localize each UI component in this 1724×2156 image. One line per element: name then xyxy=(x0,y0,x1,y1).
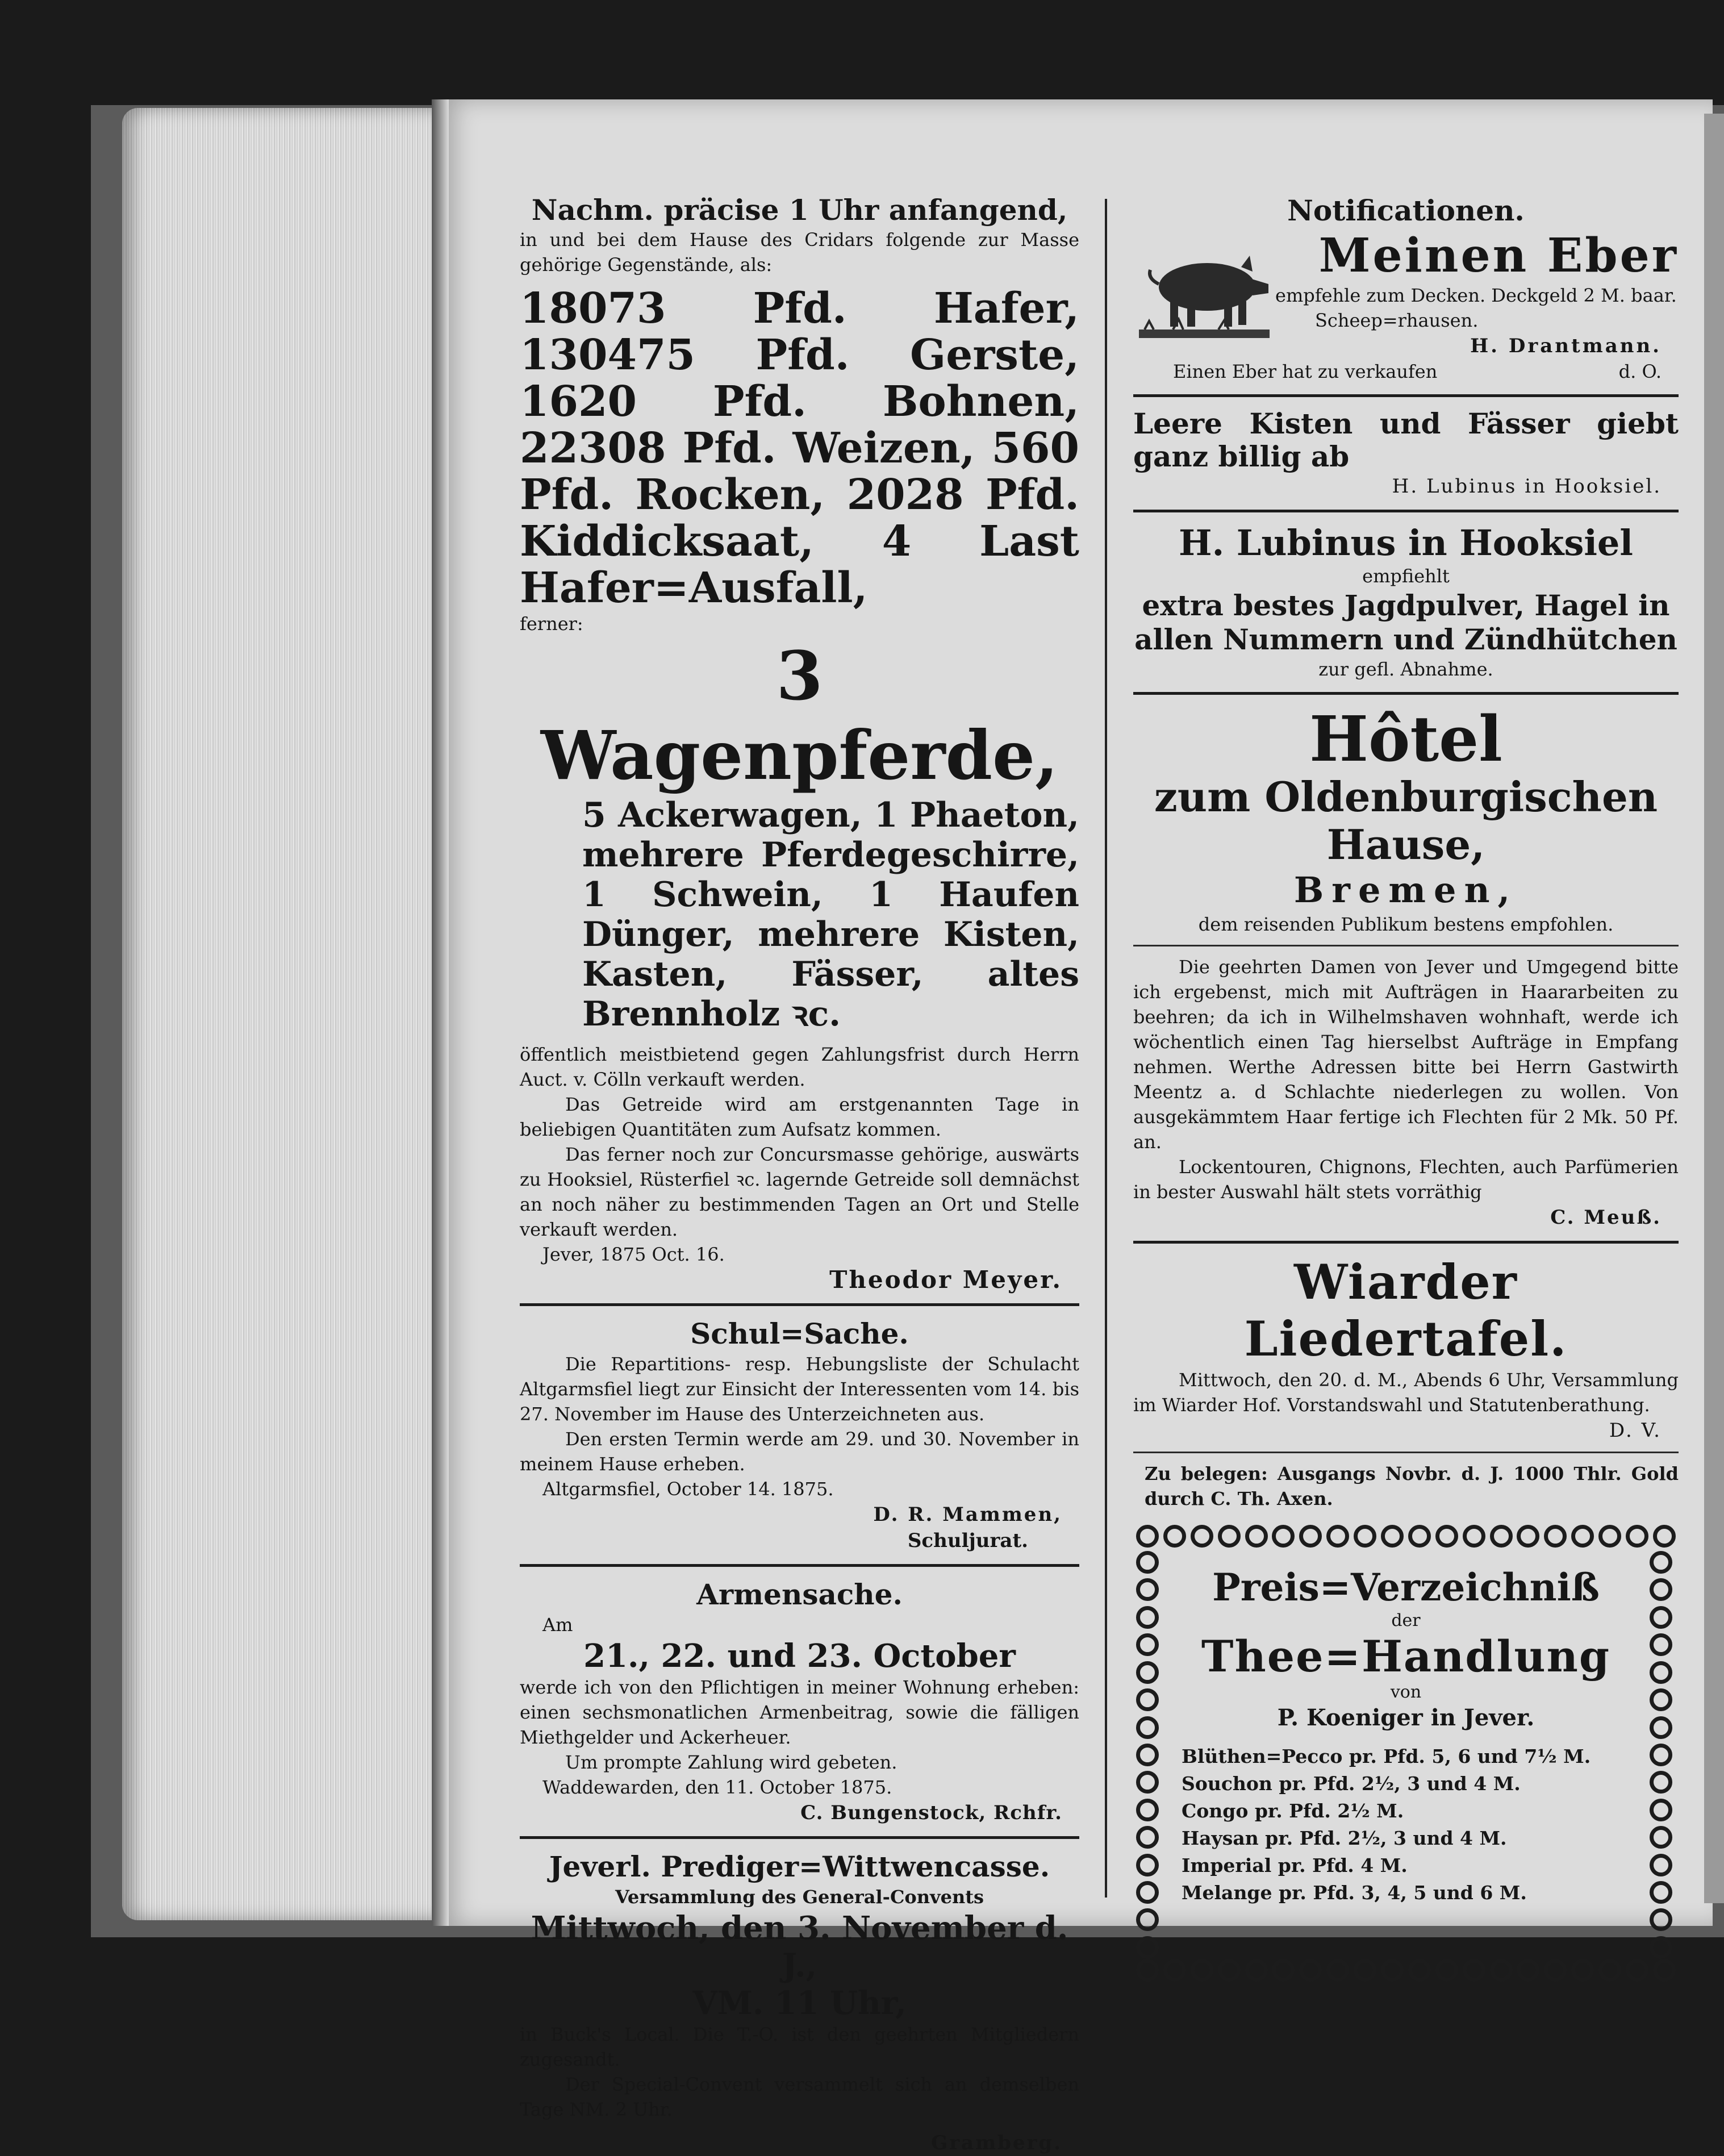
ring-border-bottom xyxy=(1136,1959,1676,1985)
belegen-notice xyxy=(1133,1461,1679,1511)
border-ring xyxy=(1136,1661,1159,1684)
border-ring xyxy=(1650,1826,1672,1849)
border-ring xyxy=(1136,1826,1159,1849)
border-ring xyxy=(1299,1525,1322,1548)
divider-rule xyxy=(520,1303,1079,1306)
ring-border-top xyxy=(1136,1525,1676,1551)
border-ring xyxy=(1136,1771,1159,1794)
border-ring xyxy=(1245,1959,1268,1982)
border-ring xyxy=(1435,1959,1458,1982)
border-ring xyxy=(1272,1525,1295,1548)
price-item: Blüthen=Pecco pr. Pfd. 5, 6 und 7½ M. xyxy=(1182,1745,1591,1767)
border-ring xyxy=(1191,1525,1213,1548)
border-ring xyxy=(1136,1908,1159,1931)
divider-rule xyxy=(1133,510,1679,512)
border-ring xyxy=(1163,1959,1186,1982)
border-ring xyxy=(1435,1525,1458,1548)
armen-p1: werde ich von den Pflichtigen in meiner Wohnung erheben: einen sechsmonatlichen Armenbeitrag, sowie die fälligen Miethgelder und Ackerheuer. xyxy=(520,1677,1079,1748)
divider-rule xyxy=(1133,945,1679,946)
border-ring xyxy=(1218,1959,1241,1982)
border-ring xyxy=(1650,1606,1672,1629)
schul-signature: D. R. Mammen, xyxy=(873,1503,1062,1526)
wiarder-text: Mittwoch, den 20. d. M., Abends 6 Uhr, Versammlung im Wiarder Hof. Vorstandswahl und Statutenberathung. xyxy=(1133,1369,1679,1416)
schul-p2: Den ersten Termin werde am 29. und 30. November in meinem Hause erheben. xyxy=(520,1428,1079,1475)
border-ring xyxy=(1653,1525,1676,1548)
border-ring xyxy=(1136,1799,1159,1821)
armen-signature: C. Bungenstock, Rchfr. xyxy=(800,1801,1062,1824)
border-ring xyxy=(1136,1525,1159,1548)
border-ring xyxy=(1650,1688,1672,1711)
gutter-shadow xyxy=(432,99,449,1926)
armen-title: Armensache. xyxy=(696,1578,903,1611)
hair-signature: C. Meuß. xyxy=(1550,1206,1662,1229)
border-ring xyxy=(1136,1688,1159,1711)
price-items xyxy=(1176,1743,1636,1907)
schul-p1: Die Repartitions- resp. Hebungsliste der Schulacht Altgarmsfiel liegt zur Einsicht der Interessenten vom 14. bis 27. November im Hause des Unterzeichneten aus. xyxy=(520,1353,1079,1425)
wiarder-notice xyxy=(1133,1254,1679,1444)
border-ring xyxy=(1354,1959,1376,1982)
border-ring xyxy=(1136,1633,1159,1656)
border-ring xyxy=(1517,1525,1539,1548)
schul-title: Schul=Sache. xyxy=(690,1317,909,1350)
prediger-notice xyxy=(520,1849,1079,2156)
border-ring xyxy=(1650,1551,1672,1574)
border-ring xyxy=(1463,1525,1485,1548)
price-von: von xyxy=(1390,1682,1422,1702)
eber-place: Scheep=rhausen. xyxy=(1315,310,1479,331)
schul-dateline: Altgarmsfiel, October 14. 1875. xyxy=(542,1478,834,1500)
armen-p2: Um prompte Zahlung wird gebeten. xyxy=(565,1752,898,1773)
hotel-title: Hôtel xyxy=(1309,702,1502,775)
border-ring xyxy=(1650,1854,1672,1876)
prediger-sub: Versammlung des General-Convents xyxy=(615,1886,984,1908)
border-ring xyxy=(1136,1716,1159,1739)
schul-notice xyxy=(520,1316,1079,1554)
price-item: Congo pr. Pfd. 2½ M. xyxy=(1182,1800,1404,1822)
hotel-notice xyxy=(1133,702,1679,937)
border-ring xyxy=(1136,1744,1159,1766)
border-ring xyxy=(1136,1959,1159,1982)
prediger-when1: Mittwoch, den 3. November d. J., xyxy=(531,1909,1068,1984)
border-ring xyxy=(1191,1959,1213,1982)
border-ring xyxy=(1136,1881,1159,1904)
hotel-city: Bremen, xyxy=(1293,869,1518,911)
prediger-title: Jeverl. Prediger=Wittwencasse. xyxy=(549,1850,1050,1883)
border-ring xyxy=(1544,1959,1567,1982)
armen-dates: 21., 22. und 23. October xyxy=(583,1637,1016,1675)
border-ring xyxy=(1544,1525,1567,1548)
border-ring xyxy=(1463,1959,1485,1982)
armen-am: Am xyxy=(542,1614,573,1636)
pig-icon xyxy=(1139,244,1270,341)
price-item: Imperial pr. Pfd. 4 M. xyxy=(1182,1854,1408,1876)
notif-heading: Notificationen. xyxy=(1287,194,1525,227)
prediger-p1: in Buck's Local. Die T.-O. ist den geehrten Mitgliedern zugesandt. xyxy=(520,2024,1079,2070)
border-ring xyxy=(1598,1959,1621,1982)
kisten-signature: H. Lubinus in Hooksiel. xyxy=(1392,475,1662,498)
divider-rule xyxy=(1133,1241,1679,1244)
border-ring xyxy=(1408,1525,1431,1548)
border-ring xyxy=(1136,1578,1159,1601)
wiarder-title: Wiarder Liedertafel. xyxy=(1244,1254,1568,1367)
auction-signature: Theodor Meyer. xyxy=(829,1266,1062,1294)
border-ring xyxy=(1650,1578,1672,1601)
price-firm-type: Thee=Handlung xyxy=(1201,1631,1611,1682)
kisten-notice xyxy=(1133,407,1679,499)
border-ring xyxy=(1136,1606,1159,1629)
border-ring xyxy=(1299,1959,1322,1982)
border-ring xyxy=(1490,1525,1513,1548)
border-ring xyxy=(1650,1799,1672,1821)
border-ring xyxy=(1354,1525,1376,1548)
border-ring xyxy=(1650,1744,1672,1766)
border-ring xyxy=(1598,1525,1621,1548)
border-ring xyxy=(1650,1881,1672,1904)
eber-signature: H. Drantmann. xyxy=(1470,335,1662,357)
border-ring xyxy=(1136,1551,1159,1574)
auction-ferner: ferner: xyxy=(520,613,583,635)
border-ring xyxy=(1650,1771,1672,1794)
price-list-box xyxy=(1136,1525,1676,1985)
prediger-p2: Der Special-Convent versammelt sich an demselben Tage NM. 2 Uhr. xyxy=(520,2074,1079,2120)
border-ring xyxy=(1408,1959,1431,1982)
schul-role: Schuljurat. xyxy=(907,1529,1028,1552)
border-ring xyxy=(1571,1959,1594,1982)
eber-title: Meinen Eber xyxy=(1318,228,1679,283)
border-ring xyxy=(1326,1959,1349,1982)
auction-horses: 3 Wagenpferde, xyxy=(540,636,1059,795)
eber-text: empfehle zum Decken. Deckgeld 2 M. baar. xyxy=(1275,285,1677,306)
divider-rule xyxy=(1133,394,1679,397)
auction-goods: 18073 Pfd. Hafer, 130475 Pfd. Gerste, 1620 Pfd. Bohnen, 22308 Pfd. Weizen, 560 Pfd. Rocken, 2028 Pfd. Kiddicksaat, 4 Last Hafer=Ausfall, xyxy=(520,284,1079,612)
divider-rule xyxy=(1133,1452,1679,1453)
auction-lead: Nachm. präcise 1 Uhr anfangend, xyxy=(531,193,1068,227)
eber-sale xyxy=(1133,359,1679,384)
price-title: Preis=Verzeichniß xyxy=(1212,1565,1600,1609)
lubinus-title: H. Lubinus in Hooksiel xyxy=(1179,522,1633,564)
border-ring xyxy=(1490,1959,1513,1982)
right-column xyxy=(1133,193,1679,1985)
eber-sale-sign: d. O. xyxy=(1618,361,1662,382)
price-firm: P. Koeniger in Jever. xyxy=(1277,1704,1535,1731)
prediger-when2: VM. 11 Uhr, xyxy=(692,1984,907,2022)
armen-notice xyxy=(520,1577,1079,1826)
border-ring xyxy=(1381,1959,1404,1982)
price-item: Melange pr. Pfd. 3, 4, 5 und 6 M. xyxy=(1182,1882,1527,1904)
border-ring xyxy=(1650,1908,1672,1931)
auction-p3: Das ferner noch zur Concursmasse gehörige, auswärts zu Hooksiel, Rüsterfiel ꝛc. lagernde Getreide soll demnächst an noch näher zu bestimmenden Tagen an Ort und Stelle verkauft werden. xyxy=(520,1144,1079,1240)
auction-notice xyxy=(520,193,1079,1293)
border-ring xyxy=(1626,1959,1648,1982)
border-ring xyxy=(1381,1525,1404,1548)
border-ring xyxy=(1163,1525,1186,1548)
border-ring xyxy=(1517,1959,1539,1982)
price-item: Haysan pr. Pfd. 2½, 3 und 4 M. xyxy=(1182,1827,1507,1849)
border-ring xyxy=(1272,1959,1295,1982)
border-ring xyxy=(1218,1525,1241,1548)
border-ring xyxy=(1136,1936,1159,1959)
ring-border-right xyxy=(1650,1551,1676,1959)
border-ring xyxy=(1650,1633,1672,1656)
armen-dateline: Waddewarden, den 11. October 1875. xyxy=(542,1776,892,1798)
hotel-note: dem reisenden Publikum bestens empfohlen. xyxy=(1198,914,1614,935)
auction-items: 5 Ackerwagen, 1 Phaeton, mehrere Pferdegeschirre, 1 Schwein, 1 Haufen Dünger, mehrere Kisten, Kasten, Fässer, altes Brennholz ꝛc. xyxy=(582,795,1079,1034)
lubinus-text: extra bestes Jagdpulver, Hagel in allen Nummern und Zündhütchen xyxy=(1134,589,1677,656)
hair-notice xyxy=(1133,954,1679,1231)
border-ring xyxy=(1650,1661,1672,1684)
divider-rule xyxy=(1133,692,1679,695)
price-list-content xyxy=(1176,1565,1636,1945)
border-ring xyxy=(1326,1525,1349,1548)
border-ring xyxy=(1653,1959,1676,1982)
eber-notice xyxy=(1133,193,1679,384)
lubinus-notice xyxy=(1133,523,1679,682)
wiarder-signature: D. V. xyxy=(1609,1419,1662,1442)
auction-p1: öffentlich meistbietend gegen Zahlungsfrist durch Herrn Auct. v. Cölln verkauft werden. xyxy=(520,1044,1079,1090)
border-ring xyxy=(1650,1936,1672,1959)
border-ring xyxy=(1245,1525,1268,1548)
auction-p2: Das Getreide wird am erstgenannten Tage in beliebigen Quantitäten zum Aufsatz kommen. xyxy=(520,1094,1079,1140)
kisten-text: Leere Kisten und Fässer giebt ganz billig ab xyxy=(1133,407,1679,473)
lubinus-empfiehlt: empfiehlt xyxy=(1362,565,1450,587)
hotel-sub: zum Oldenburgischen Hause, xyxy=(1154,773,1658,869)
price-item: Souchon pr. Pfd. 2½, 3 und 4 M. xyxy=(1182,1773,1521,1795)
prediger-signature: Gramberg. xyxy=(931,2132,1062,2154)
eber-sale-text: Einen Eber hat zu verkaufen xyxy=(1173,361,1438,382)
divider-rule xyxy=(520,1836,1079,1839)
border-ring xyxy=(1626,1525,1648,1548)
belegen-text: Zu belegen: Ausgangs Novbr. d. J. 1000 Thlr. Gold durch C. Th. Axen. xyxy=(1145,1463,1679,1509)
hair-p1: Die geehrten Damen von Jever und Umgegend bitte ich ergebenst, mich mit Aufträgen in Haararbeiten zu beehren; da ich in Wilhelmshaven wohnhaft, werde ich wöchentlich einen Tag hierselbst Aufträge in Empfang nehmen. Werthe Adressen bitte bei Herrn Gastwirth Meentz a. d Schlachte niederlegen zu wollen. Von ausgekämmtem Haar fertige ich Flechten für 2 Mk. 50 Pf. an. xyxy=(1133,956,1679,1153)
price-der: der xyxy=(1391,1611,1421,1630)
column-divider xyxy=(1105,199,1107,1898)
border-ring xyxy=(1136,1854,1159,1876)
auction-intro: in und bei dem Hause des Cridars folgende zur Masse gehörige Gegenstände, als: xyxy=(520,229,1079,276)
border-ring xyxy=(1650,1716,1672,1739)
lubinus-close: zur gefl. Abnahme. xyxy=(1318,658,1493,680)
divider-rule xyxy=(520,1564,1079,1567)
auction-dateline: Jever, 1875 Oct. 16. xyxy=(542,1244,725,1265)
page-edges xyxy=(122,108,440,1920)
next-page-edge xyxy=(1704,114,1724,1903)
hair-p2: Lockentouren, Chignons, Flechten, auch Parfümerien in bester Auswahl hält stets vorräthig xyxy=(1133,1156,1679,1203)
ring-border-left xyxy=(1136,1551,1162,1959)
left-column xyxy=(520,193,1079,2156)
border-ring xyxy=(1571,1525,1594,1548)
